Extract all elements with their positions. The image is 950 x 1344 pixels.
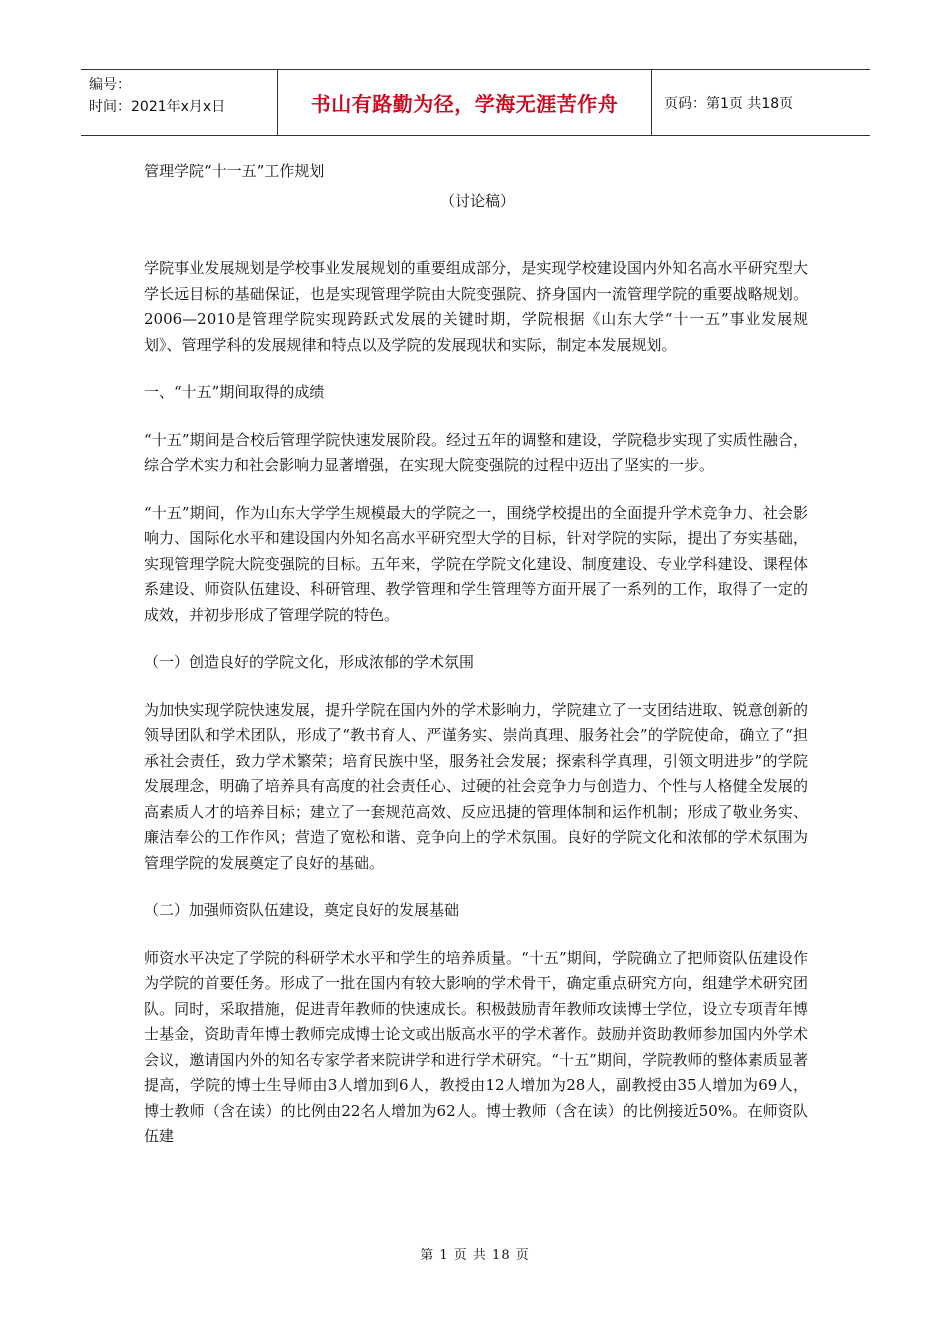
document-body (144, 156, 808, 1150)
subsection2-paragraph: 师资水平决定了学院的科研学术水平和学生的培养质量。“十五”期间，学院确立了把师资队伍建设作为学院的首要任务。形成了一批在国内有较大影响的学术骨干，确定重点研究方向，组建学术研究团队。同时，采取措施，促进青年教师的快速成长。积极鼓励青年教师攻读博士学位，设立专项青年博士基金，资助青年博士教师完成博士论文或出版高水平的学术著作。鼓励并资助教师参加国内外学术会议，邀请国内外的知名专家学者来院讲学和进行学术研究。“十五”期间，学院教师的整体素质显著提高，学院的博士生导师由3人增加到6人，教授由12人增加为28人，副教授由35人增加为69人，博士教师（含在读）的比例由22名人增加为62人。博士教师（含在读）的比例接近50%。在师资队伍建 (144, 948, 808, 1145)
document-subtitle: （讨论稿） (440, 192, 516, 210)
subsection1-heading: （一）创造良好的学院文化，形成浓郁的学术氛围 (144, 653, 475, 671)
header-motto: 书山有路勤为径，学海无涯苦作舟 (278, 70, 652, 135)
section1-paragraph-2: “十五”期间，作为山东大学学生规模最大的学院之一，围绕学校提出的全面提升学术竞争力、社会影响力、国际化水平和建设国内外知名高水平研究型大学的目标，针对学院的实际，提出了夯实基础，实现管理学院大院变强院的目标。五年来，学院在学院文化建设、制度建设、专业学科建设、课程体系建设、师资队伍建设、科研管理、教学管理和学生管理等方面开展了一系列的工作，取得了一定的成效，并初步形成了管理学院的特色。 (144, 503, 808, 624)
intro-paragraph: 学院事业发展规划是学校事业发展规划的重要组成部分，是实现学校建设国内外知名高水平研究型大学长远目标的基础保证，也是实现管理学院由大院变强院、挤身国内一流管理学院的重要战略规划。2006—2010是管理学院实现跨跃式发展的关键时期，学院根据《山东大学“十一五”事业发展规划》、管理学科的发展规律和特点以及学院的发展现状和实际，制定本发展规划。 (144, 259, 808, 354)
subsection2-heading: （二）加强师资队伍建设，奠定良好的发展基础 (144, 901, 460, 919)
header-meta (81, 70, 278, 135)
section1-heading: 一、“十五”期间取得的成绩 (144, 383, 325, 401)
page-header (81, 69, 870, 136)
section1-paragraph-1: “十五”期间是合校后管理学院快速发展阶段。经过五年的调整和建设，学院稳步实现了实质性融合，综合学术实力和社会影响力显著增强，在实现大院变强院的过程中迈出了坚实的一步。 (144, 430, 808, 474)
page-footer: 第 1 页 共 18 页 (420, 1248, 530, 1263)
document-title: 管理学院“十一五”工作规划 (144, 162, 325, 180)
date-label: 时间：2021年x月x日 (89, 99, 226, 115)
header-page-info: 页码：第1页 共18页 (664, 95, 794, 112)
number-label: 编号： (89, 77, 131, 93)
subsection1-paragraph: 为加快实现学院快速发展，提升学院在国内外的学术影响力，学院建立了一支团结进取、锐意创新的领导团队和学术团队，形成了“教书育人、严谨务实、崇尚真理、服务社会”的学院使命，确立了“担承社会责任，致力学术繁荣；培育民族中坚，服务社会发展；探索科学真理，引领文明进步”的学院发展理念，明确了培养具有高度的社会责任心、过硬的社会竞争力与创造力、个性与人格健全发展的高素质人才的培养目标；建立了一套规范高效、反应迅捷的管理体制和运作机制；形成了敬业务实、廉洁奉公的工作作风；营造了宽松和谐、竞争向上的学术氛围。良好的学院文化和浓郁的学术氛围为管理学院的发展奠定了良好的基础。 (144, 700, 808, 872)
